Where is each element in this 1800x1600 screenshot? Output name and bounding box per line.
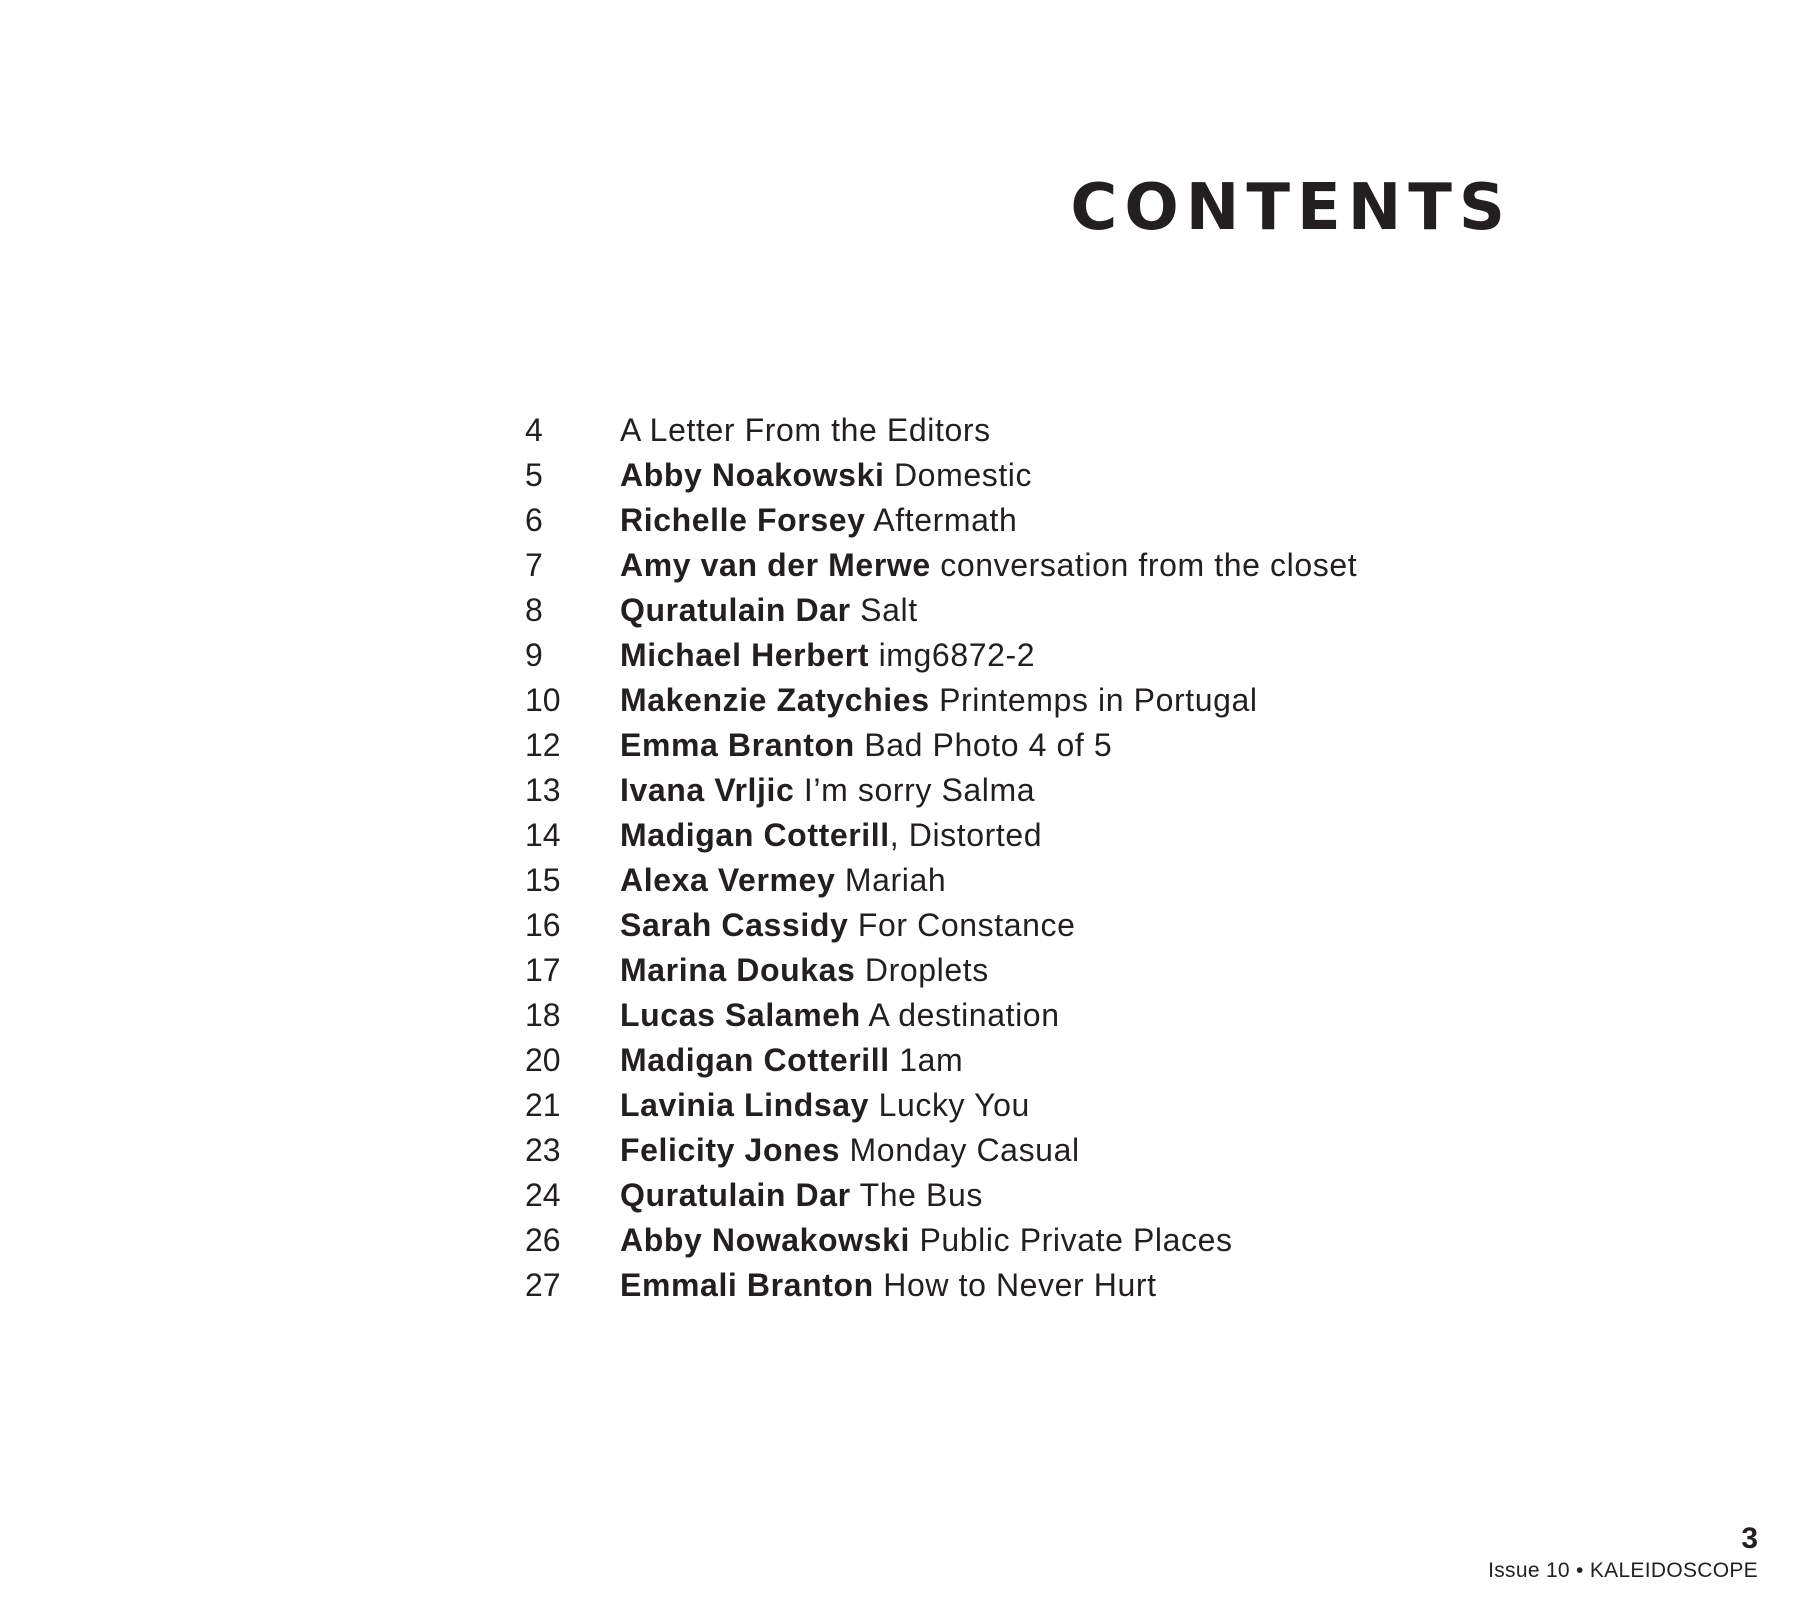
- toc-page-number: 27: [525, 1267, 561, 1303]
- toc-entry-text: [620, 858, 946, 903]
- table-of-contents: [525, 408, 1357, 1308]
- page-title: CONTENTS: [1070, 171, 1512, 245]
- toc-author: Abby Noakowski: [620, 457, 885, 493]
- toc-entry-text: [620, 408, 991, 453]
- toc-page-number: 8: [525, 592, 543, 628]
- toc-author: Quratulain Dar: [620, 1177, 851, 1213]
- toc-entry: [525, 903, 1357, 948]
- toc-entry-text: [620, 1263, 1157, 1308]
- toc-page-number: 24: [525, 1177, 561, 1213]
- toc-entry-text: [620, 678, 1258, 723]
- toc-title: The Bus: [850, 1177, 983, 1213]
- toc-entry: [525, 858, 1357, 903]
- toc-page-number: 5: [525, 457, 543, 493]
- toc-author: Michael Herbert: [620, 637, 870, 673]
- toc-author: Felicity Jones: [620, 1132, 841, 1168]
- toc-author: Lucas Salameh: [620, 997, 861, 1033]
- toc-title: Printemps in Portugal: [929, 682, 1258, 718]
- toc-entry: [525, 993, 1357, 1038]
- toc-author: Emmali Branton: [620, 1267, 874, 1303]
- toc-entry: [525, 1038, 1357, 1083]
- toc-entry: [525, 813, 1357, 858]
- toc-entry: [525, 453, 1357, 498]
- toc-entry-text: [620, 543, 1357, 588]
- toc-entry: [525, 1173, 1357, 1218]
- toc-entry: [525, 1218, 1357, 1263]
- toc-page-number: 18: [525, 997, 561, 1033]
- toc-title: Bad Photo 4 of 5: [854, 727, 1113, 763]
- toc-author: Madigan Cotterill: [620, 817, 890, 853]
- toc-page-number: 9: [525, 637, 543, 673]
- toc-page-number: 26: [525, 1222, 561, 1258]
- toc-page-number: 15: [525, 862, 561, 898]
- toc-entry-text: [620, 1218, 1233, 1263]
- toc-entry-text: [620, 453, 1032, 498]
- toc-entry-text: [620, 813, 1042, 858]
- toc-page-number: 4: [525, 412, 543, 448]
- toc-entry-text: [620, 633, 1035, 678]
- toc-page-number: 14: [525, 817, 561, 853]
- toc-author: Marina Doukas: [620, 952, 856, 988]
- toc-entry: [525, 1263, 1357, 1308]
- toc-entry: [525, 633, 1357, 678]
- page-number: 3: [1741, 1522, 1758, 1555]
- toc-entry-text: [620, 993, 1060, 1038]
- toc-entry-text: [620, 588, 918, 633]
- toc-page-number: 10: [525, 682, 561, 718]
- toc-author: Madigan Cotterill: [620, 1042, 890, 1078]
- toc-page-number: 13: [525, 772, 561, 808]
- toc-title: How to Never Hurt: [873, 1267, 1157, 1303]
- toc-title: Aftermath: [865, 502, 1018, 538]
- toc-page-number: 20: [525, 1042, 561, 1078]
- toc-entry: [525, 1128, 1357, 1173]
- toc-author: Amy van der Merwe: [620, 547, 931, 583]
- toc-title: Salt: [850, 592, 918, 628]
- toc-title: Droplets: [855, 952, 989, 988]
- toc-author: Quratulain Dar: [620, 592, 851, 628]
- toc-entry: [525, 678, 1357, 723]
- toc-author: Sarah Cassidy: [620, 907, 849, 943]
- toc-page-number: 16: [525, 907, 561, 943]
- toc-entry-text: [620, 1173, 983, 1218]
- toc-title: img6872-2: [869, 637, 1036, 673]
- toc-entry-text: [620, 1128, 1080, 1173]
- toc-entry: [525, 1083, 1357, 1128]
- toc-title: , Distorted: [889, 817, 1043, 853]
- toc-author: Makenzie Zatychies: [620, 682, 930, 718]
- toc-entry-text: [620, 768, 1035, 813]
- toc-entry: [525, 588, 1357, 633]
- toc-page-number: 17: [525, 952, 561, 988]
- issue-label: Issue 10 • KALEIDOSCOPE: [1488, 1559, 1758, 1582]
- toc-entry-text: [620, 723, 1112, 768]
- toc-page-number: 23: [525, 1132, 561, 1168]
- toc-title: 1am: [889, 1042, 964, 1078]
- toc-author: Abby Nowakowski: [620, 1222, 910, 1258]
- toc-page-number: 12: [525, 727, 561, 763]
- toc-entry: [525, 543, 1357, 588]
- toc-title: Lucky You: [869, 1087, 1030, 1123]
- toc-author: Richelle Forsey: [620, 502, 866, 538]
- toc-page-number: 7: [525, 547, 543, 583]
- toc-title: conversation from the closet: [930, 547, 1358, 583]
- toc-entry-text: [620, 903, 1076, 948]
- toc-title: Monday Casual: [840, 1132, 1080, 1168]
- toc-author: Lavinia Lindsay: [620, 1087, 870, 1123]
- toc-title: Public Private Places: [909, 1222, 1233, 1258]
- toc-page-number: 6: [525, 502, 543, 538]
- toc-entry: [525, 948, 1357, 993]
- toc-title: Mariah: [835, 862, 947, 898]
- toc-entry: [525, 768, 1357, 813]
- toc-entry-text: [620, 948, 989, 993]
- toc-title: For Constance: [848, 907, 1076, 943]
- toc-entry: [525, 723, 1357, 768]
- toc-entry-text: [620, 498, 1017, 543]
- toc-author: Ivana Vrljic: [620, 772, 795, 808]
- toc-title: I’m sorry Salma: [794, 772, 1036, 808]
- toc-entry-text: [620, 1038, 963, 1083]
- toc-page-number: 21: [525, 1087, 561, 1123]
- toc-entry: [525, 498, 1357, 543]
- toc-entry: [525, 408, 1357, 453]
- toc-author: Emma Branton: [620, 727, 855, 763]
- toc-entry-text: [620, 1083, 1030, 1128]
- toc-title: Domestic: [884, 457, 1033, 493]
- toc-author: Alexa Vermey: [620, 862, 836, 898]
- toc-title: A Letter From the Editors: [620, 412, 991, 448]
- toc-title: A destination: [860, 997, 1060, 1033]
